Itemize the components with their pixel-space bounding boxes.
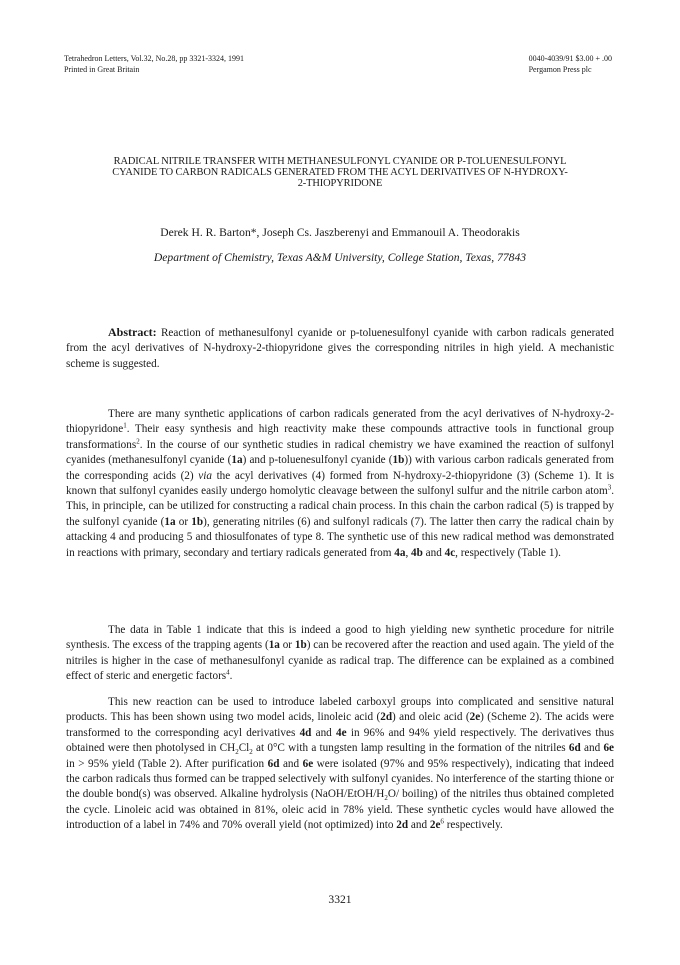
publisher-info [529,53,612,75]
title-line-3: 2-THIOPYRIDONE [297,178,383,190]
abstract [66,325,614,372]
title-line-1: RADICAL NITRILE TRANSFER WITH METHANESULFONYL CYANIDE OR P-TOLUENESULFONYL [113,156,567,167]
paragraph-1: There are many synthetic applications of carbon radicals generated from the acyl derivatives of N-hydroxy-2-thiopyridone$^1$. Their easy synthesis and high reactivity make these compounds attractive tools in functional group transformations$^2$. In the course of our synthetic studies in radical chemistry we have examined the reaction of sulfonyl cyanides (methanesulfonyl cyanide (1a) and p-toluenesulfonyl cyanide (1b)) with various carbon radicals generated from the corresponding acids (2) via the acyl derivatives (4) formed from N-hydroxy-2-thiopyridone (3) (Scheme 1). It is known that sulfonyl cyanides easily undergo homolytic cleavage between the sulfonyl sulfur and the nitrile carbon atom$^3$. This, in principle, can be utilized for constructing a radical chain process. In this chain the carbon radical (5) is trapped by the sulfonyl cyanide (1a or 1b), generating nitriles (6) and sulfonyl radicals (7). The latter then carry the radical chain by attacking 4 and producing 5 and thiosulfonates of type 8. The synthetic use of this new radical method was demonstrated in reactions with primary, secondary and tertiary radicals generated from 4a, 4b and 4c, respectively (Table 1). [66,408,614,559]
abstract-text: Reaction of methanesulfonyl cyanide or p-toluenesulfonyl cyanide with carbon radicals generated from the acyl derivatives of N-hydroxy-2-thiopyridone gives the corresponding nitriles in high yield. A mechanistic scheme is suggested. [66,327,614,370]
title-line-2: CYANIDE TO CARBON RADICALS GENERATED FROM THE ACYL DERIVATIVES OF N-HYDROXY- [112,167,568,179]
printed-line: Printed in Great Britain [64,65,140,74]
author-list: Derek H. R. Barton*, Joseph Cs. Jaszberenyi and Emmanouil A. Theodorakis [160,226,520,239]
issn-line: 0040-4039/91 $3.00 + .00 [528,54,612,63]
journal-line: Tetrahedron Letters, Vol.32, No.28, pp 3321-3324, 1991 [64,54,245,63]
page-number: 3321 [328,893,352,906]
paragraph-3: This new reaction can be used to introduce labeled carboxyl groups into complicated and sensitive natural products. This has been shown using two model acids, linoleic acid (2d) and oleic acid (2e) (Scheme 2). The acids were transformed to the corresponding acyl derivatives 4d and 4e in 96% and 94% yield respectively. The derivatives thus obtained were then photolysed in $CH_2Cl_2$ at 0°C with a tungsten lamp resulting in the formation of the nitriles 6d and 6e in > 95% yield (Table 2). After purification 6d and 6e were isolated (97% and 95% respectively), indicating that indeed the carbon radicals thus formed can be trapped selectively with sulfonyl cyanides. No interference of the starting thione or the double bond(s) was observed. Alkaline hydrolysis ($NaOH/EtOH/H_2O/$ boiling) of the nitriles thus obtained completed the cycle. Linoleic acid was obtained in 81%, oleic acid in 78% yield. These synthetic cycles would have allowed the introduction of a label in 74% and 70% overall yield (not optimized) into 2d and $2e^6$ respectively. [66,696,615,832]
paper-title [40,156,640,190]
abstract-label: Abstract: [108,325,157,339]
publisher-line: Pergamon Press plc [528,65,592,74]
journal-citation [64,53,244,75]
paragraph-2: The data in Table 1 indicate that this is indeed a good to high yielding new synthetic procedure for nitrile synthesis. The excess of the trapping agents (1a or 1b) can be recovered after the reaction and used again. The yield of the nitriles is higher in the case of methanesulfonyl cyanide as radical trap. The difference can be explained as a combined effect of steric and energetic factors$^4$. [66,624,614,683]
affiliation: Department of Chemistry, Texas A&M University, College Station, Texas, 77843 [153,251,527,264]
